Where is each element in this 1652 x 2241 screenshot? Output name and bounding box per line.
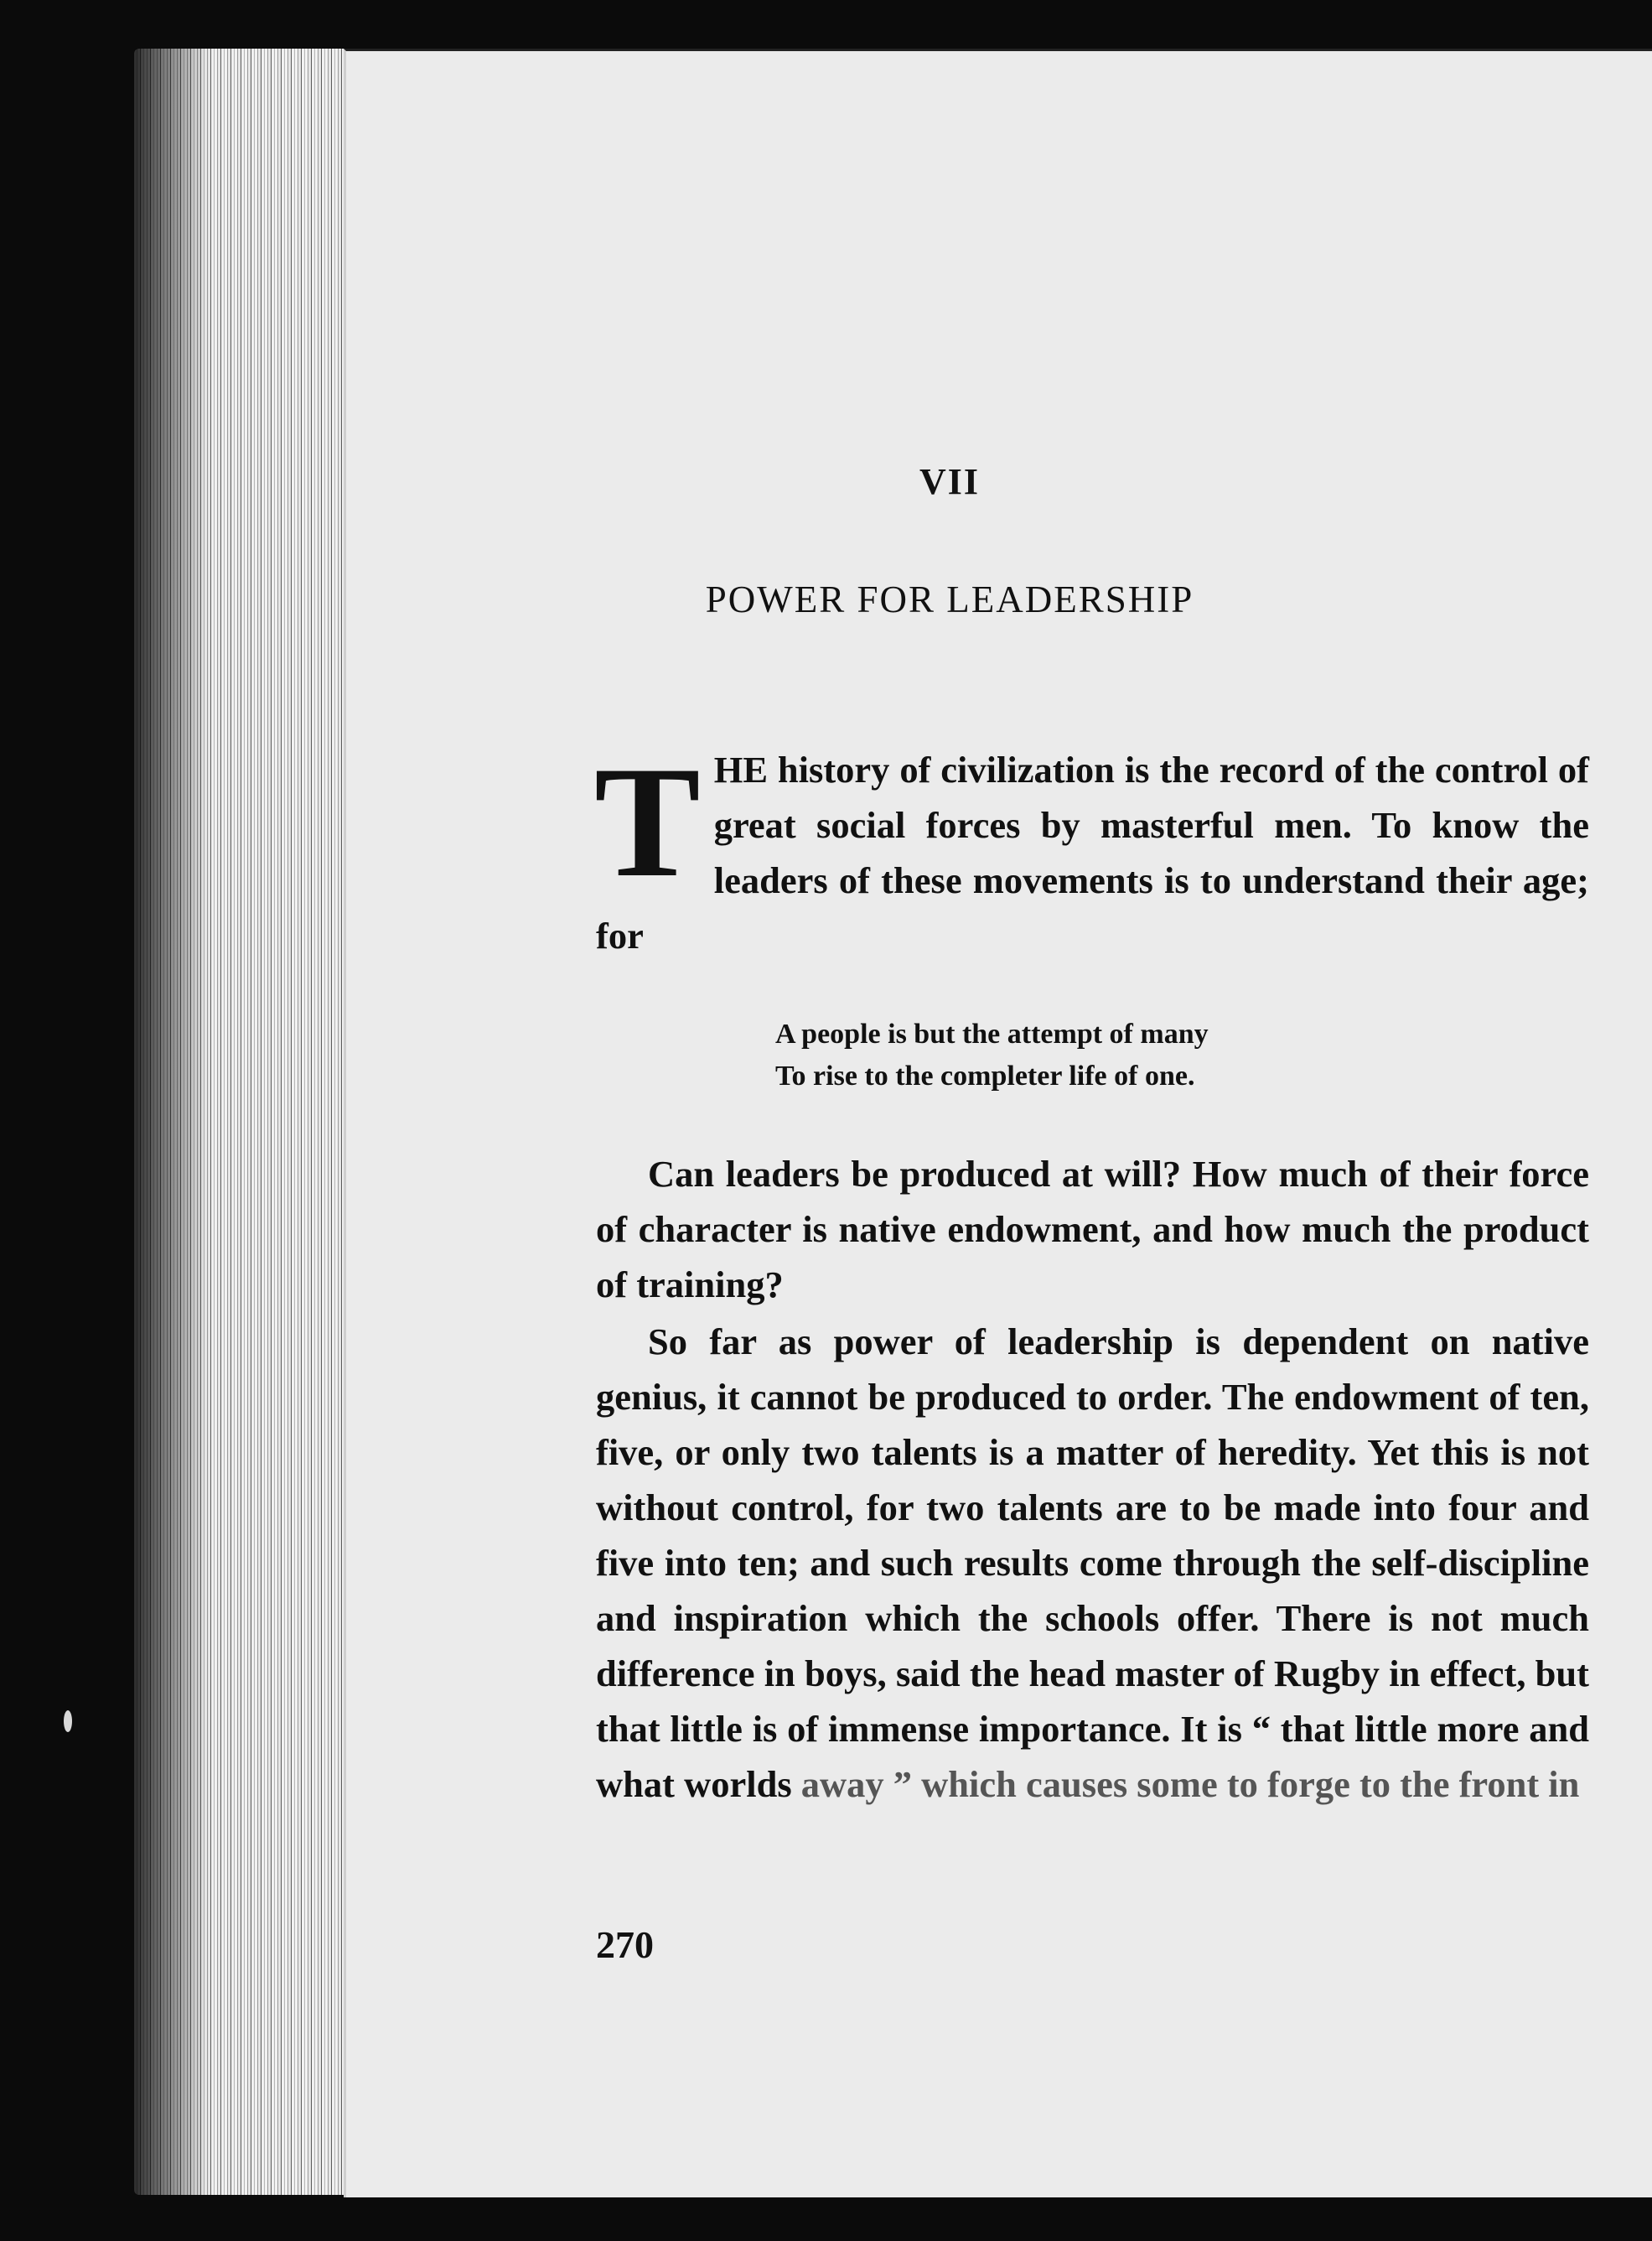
book-page-edges (134, 49, 352, 2195)
book-page (344, 49, 1652, 2197)
drop-cap: T (594, 734, 701, 910)
chapter-number: VII (919, 461, 981, 502)
paragraph-3-last-line: away ” which causes some to forge to the front in (800, 1763, 1580, 1805)
paragraph-3-text: So far as power of leadership is dependent on native genius, it cannot be produced to order. The endowment of ten, five, or only two talents is a matter of heredity. Yet this is not without control, for two talents are to be made into four and five into ten; and such results come through the self-discipline and inspiration which the schools offer. There is not much difference in boys, said the head master of Rugby in effect, but that little is of immense importance. It is “ that little more and what worlds (596, 1320, 1589, 1805)
opening-paragraph-text: HE history of civilization is the record of the control of great social forces by masterful men. To know the leaders of these movements is to understand their age; for (596, 749, 1589, 957)
quote-line-1: A people is but the attempt of many (775, 1019, 1209, 1050)
chapter-title: POWER FOR LEADERSHIP (705, 578, 1194, 620)
quote-line-2: To rise to the completer life of one. (775, 1061, 1195, 1092)
paragraph-3 (596, 1314, 1589, 1812)
opening-paragraph (594, 734, 1589, 963)
verse-quote (775, 1014, 1209, 1097)
dust-speck (64, 1710, 72, 1732)
paragraph-2: Can leaders be produced at will? How much of their force of character is native endowment, and how much the product of training? (596, 1153, 1589, 1305)
page-number: 270 (596, 1923, 654, 1966)
